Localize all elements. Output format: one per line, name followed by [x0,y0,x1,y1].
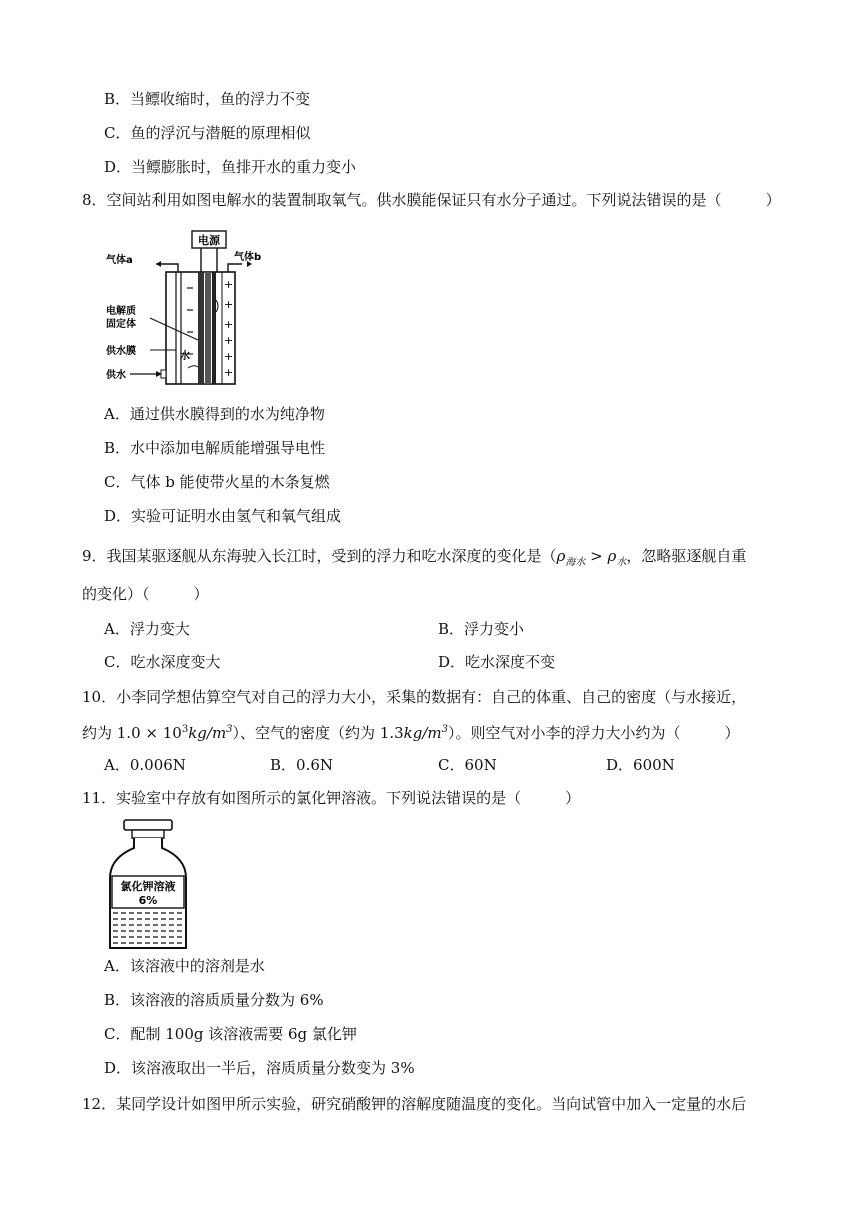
svg-text:+: + [224,366,234,379]
q10-option-b: B．0.6N [270,756,334,774]
q9-option-c: C．吃水深度变大 [104,653,221,671]
rho-water-sub: 水 [616,557,627,568]
bottle-label-concentration: 6% [138,894,158,907]
q9-stem-part2: ，忽略驱逐舰自重 [626,547,747,565]
q10-option-a: A．0.006N [104,756,186,774]
q10-option-d: D．600N [606,756,675,774]
electrolysis-figure [104,228,274,388]
q10-density-prefix: 约为 1.0 × 10 [82,724,182,742]
q9-stem-close: ） [193,585,209,603]
water-label: 水 [180,351,190,362]
q7-option-c: C．鱼的浮沉与潜艇的原理相似 [104,124,311,142]
rho-sea-sub: 海水 [565,557,586,568]
q10-air-density-unit: kg/m [403,724,442,742]
q9-stem-line1: 9．我国某驱逐舰从东海驶入长江时，受到的浮力和吃水深度的变化是（$\rho_{海水} > \rho_水$，忽略驱逐舰自重 [82,547,747,568]
q12-stem: 12．某同学设计如图甲所示实验，研究硝酸钾的溶解度随温度的变化。当向试管中加入一定量的水后 [82,1095,747,1113]
gas-b-label: 气体b [234,252,262,263]
q8-option-c: C．气体 b 能使带火星的木条复燃 [104,473,330,491]
reagent-bottle-figure [106,818,192,950]
q11-option-b: B．该溶液的溶质质量分数为 6% [104,991,324,1009]
q8-option-d: D．实验可证明水由氢气和氧气组成 [104,507,342,525]
q11-option-d: D．该溶液取出一半后，溶质质量分数变为 3% [104,1059,415,1077]
q10-density-exp: 3 [181,724,189,735]
power-label: 电源 [198,234,220,247]
q11-stem-text: 11．实验室中存放有如图所示的氯化钾溶液。下列说法错误的是（ [82,789,522,807]
q8-stem-close: ） [765,191,781,209]
q10-air-density-unit-exp: 3 [441,724,449,735]
q10-stem-line1: 10．小李同学想估算空气对自己的浮力大小，采集的数据有：自己的体重、自己的密度（与水接近， [82,688,747,706]
q9-stem-line2-text: 的变化）（ [82,585,150,603]
q7-option-d: D．当鳔膨胀时，鱼排开水的重力变小 [104,158,357,176]
membrane-label: 供水膜 [106,346,136,357]
svg-text:+: + [224,298,234,311]
bottle-stopper [124,820,172,830]
rho-water-symbol: $\rho_水$ [607,547,627,568]
q8-option-a: A．通过供水膜得到的水为纯净物 [104,405,325,423]
q7-option-b: B．当鳔收缩时，鱼的浮力不变 [104,90,311,108]
q11-option-a: A．该溶液中的溶剂是水 [104,957,265,975]
svg-text:+: + [224,318,234,331]
q10-density-unit-exp: 3 [226,724,233,735]
q11-stem-close: ） [565,789,581,807]
svg-text:+: + [224,278,234,291]
svg-text:+: + [224,350,234,363]
rho-sea-symbol: $\rho_{海水}$ [556,547,586,568]
q11-option-c: C．配制 100g 该溶液需要 6g 氯化钾 [104,1025,357,1043]
q8-stem [82,190,781,210]
q9-stem-part1: 9．我国某驱逐舰从东海驶入长江时，受到的浮力和吃水深度的变化是（ [82,547,557,565]
q11-stem [82,788,580,808]
q10-stem-line2 [82,720,740,743]
svg-text:+: + [224,334,234,347]
q9-option-d: D．吃水深度不变 [438,653,556,671]
electrolyte-label-1: 电解质 [106,306,136,317]
bottle-label-name: 氯化钾溶液 [120,880,176,893]
q10-question: ）。则空气对小李的浮力大小约为（ [448,724,681,742]
q8-option-b: B．水中添加电解质能增强导电性 [104,439,326,457]
q10-option-c: C．60N [438,756,497,774]
electrolyte-label-2: 固定体 [106,319,136,330]
q10-stem-close: ） [724,724,740,742]
water-supply-label: 供水 [106,370,126,381]
q9-option-b: B．浮力变小 [438,620,525,638]
q8-stem-text: 8．空间站利用如图电解水的装置制取氧气。供水膜能保证只有水分子通过。下列说法错误的是（ [82,191,722,209]
q9-stem-line2 [82,584,209,604]
gas-a-label: 气体a [106,255,133,266]
q10-air-density: ）、空气的密度（约为 1.3 [232,724,404,742]
q9-option-a: A．浮力变大 [104,620,190,638]
q10-density-unit: kg/m [188,724,227,742]
